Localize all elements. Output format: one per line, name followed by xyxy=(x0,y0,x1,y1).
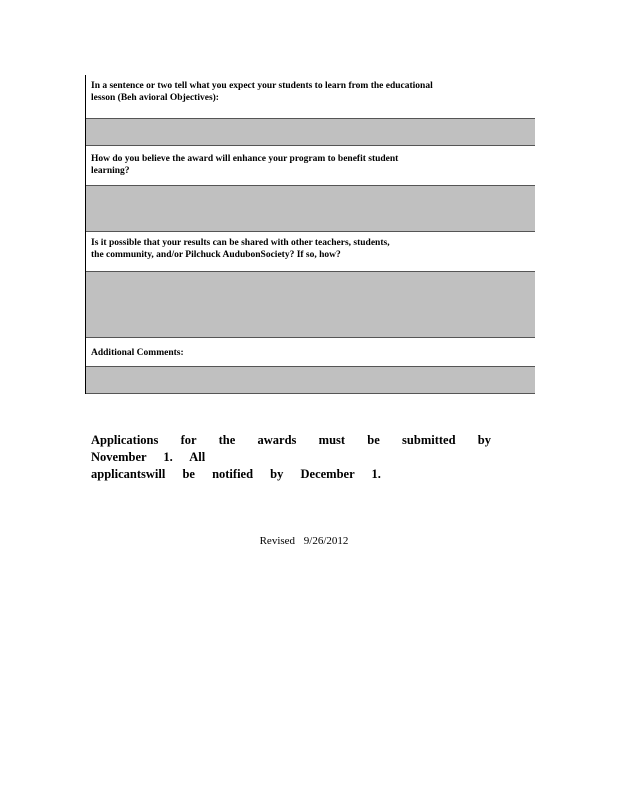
question-text-line: Additional Comments: xyxy=(91,348,184,358)
answer-field-additional-comments[interactable] xyxy=(86,366,535,394)
question-text-line: Is it possible that your results can be shared with other teachers, students, xyxy=(91,238,390,248)
question-share-results xyxy=(86,232,535,271)
question-text-line: How do you believe the award will enhance your program to benefit student xyxy=(91,154,399,164)
question-text-line: the community, and/or Pilchuck AudubonSociety? If so, how? xyxy=(91,250,341,260)
notice-line: applicantswill be notified by December 1. xyxy=(91,467,381,481)
revision-date: Revised 9/26/2012 xyxy=(259,535,349,547)
submission-deadline-notice xyxy=(91,432,491,483)
question-behavioral-objectives xyxy=(86,75,535,118)
question-text-line: lesson (Beh avioral Objectives): xyxy=(91,93,219,103)
question-text-line: learning? xyxy=(91,166,130,176)
application-form xyxy=(85,75,535,394)
question-additional-comments xyxy=(86,338,535,366)
notice-line: Applications for the awards must be submitted by November 1. All xyxy=(91,433,491,464)
question-enhance-program xyxy=(86,146,535,185)
question-text-line: In a sentence or two tell what you expect your students to learn from the educational xyxy=(91,81,433,91)
answer-field-behavioral-objectives[interactable] xyxy=(86,118,535,146)
answer-field-enhance-program[interactable] xyxy=(86,185,535,232)
answer-field-share-results[interactable] xyxy=(86,271,535,338)
